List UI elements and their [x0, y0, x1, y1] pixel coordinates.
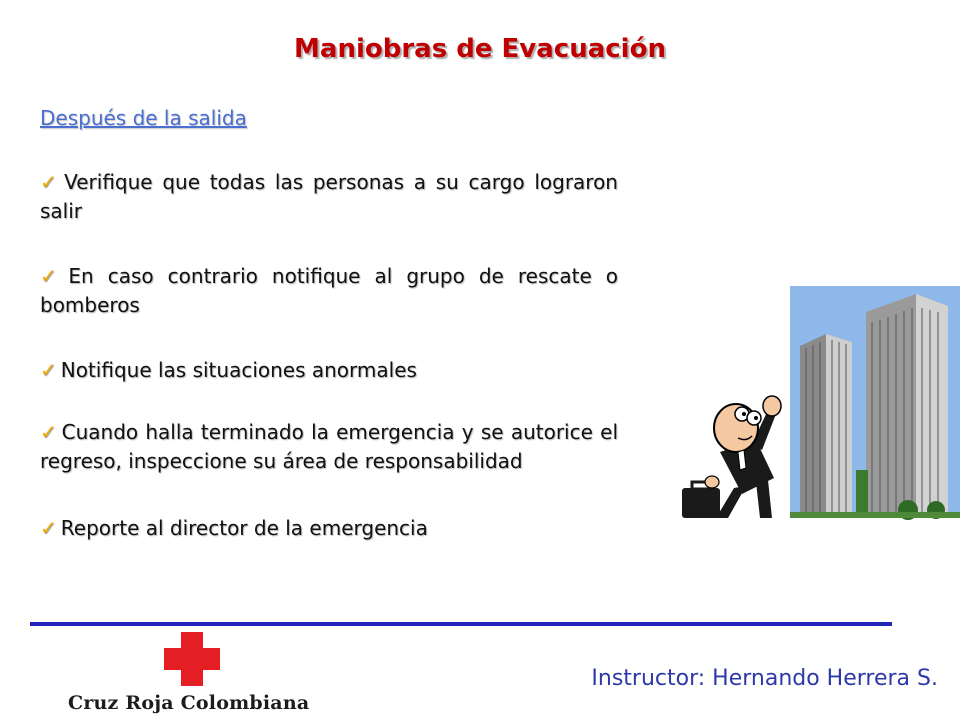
bullet-item: ✓ Cuando halla terminado la emergencia y se autorice el regreso, inspeccione su área de responsabilidad [40, 420, 618, 473]
checkmark-icon: ✓ [40, 516, 57, 540]
bullet-item: ✓ Reporte al director de la emergencia [40, 516, 428, 540]
section-subtitle: Después de la salida [40, 106, 247, 130]
bullet-item: ✓ Verifique que todas las personas a su cargo lograron salir [40, 170, 618, 223]
buildings-icon [790, 286, 960, 520]
red-cross-icon-bar [164, 648, 220, 670]
businessman-icon [682, 396, 781, 518]
checkmark-icon: ✓ [40, 358, 57, 382]
bullet-list [40, 168, 618, 543]
checkmark-icon: ✓ [40, 264, 65, 288]
instructor-credit: Instructor: Hernando Herrera S. [591, 666, 938, 691]
bullet-item: ✓ En caso contrario notifique al grupo de rescate o bomberos [40, 264, 619, 317]
bullet-item: ✓ Notifique las situaciones anormales [40, 358, 417, 382]
logo-subtext-glyphs [110, 714, 280, 720]
checkmark-icon: ✓ [40, 420, 58, 444]
logo-text: Cruz Roja Colombiana [68, 692, 310, 714]
man-looking-at-buildings-clipart [676, 282, 960, 526]
footer-divider [30, 622, 892, 626]
slide-title: Maniobras de Evacuación [294, 34, 666, 64]
cruz-roja-logo [60, 632, 330, 720]
checkmark-icon: ✓ [40, 170, 61, 194]
